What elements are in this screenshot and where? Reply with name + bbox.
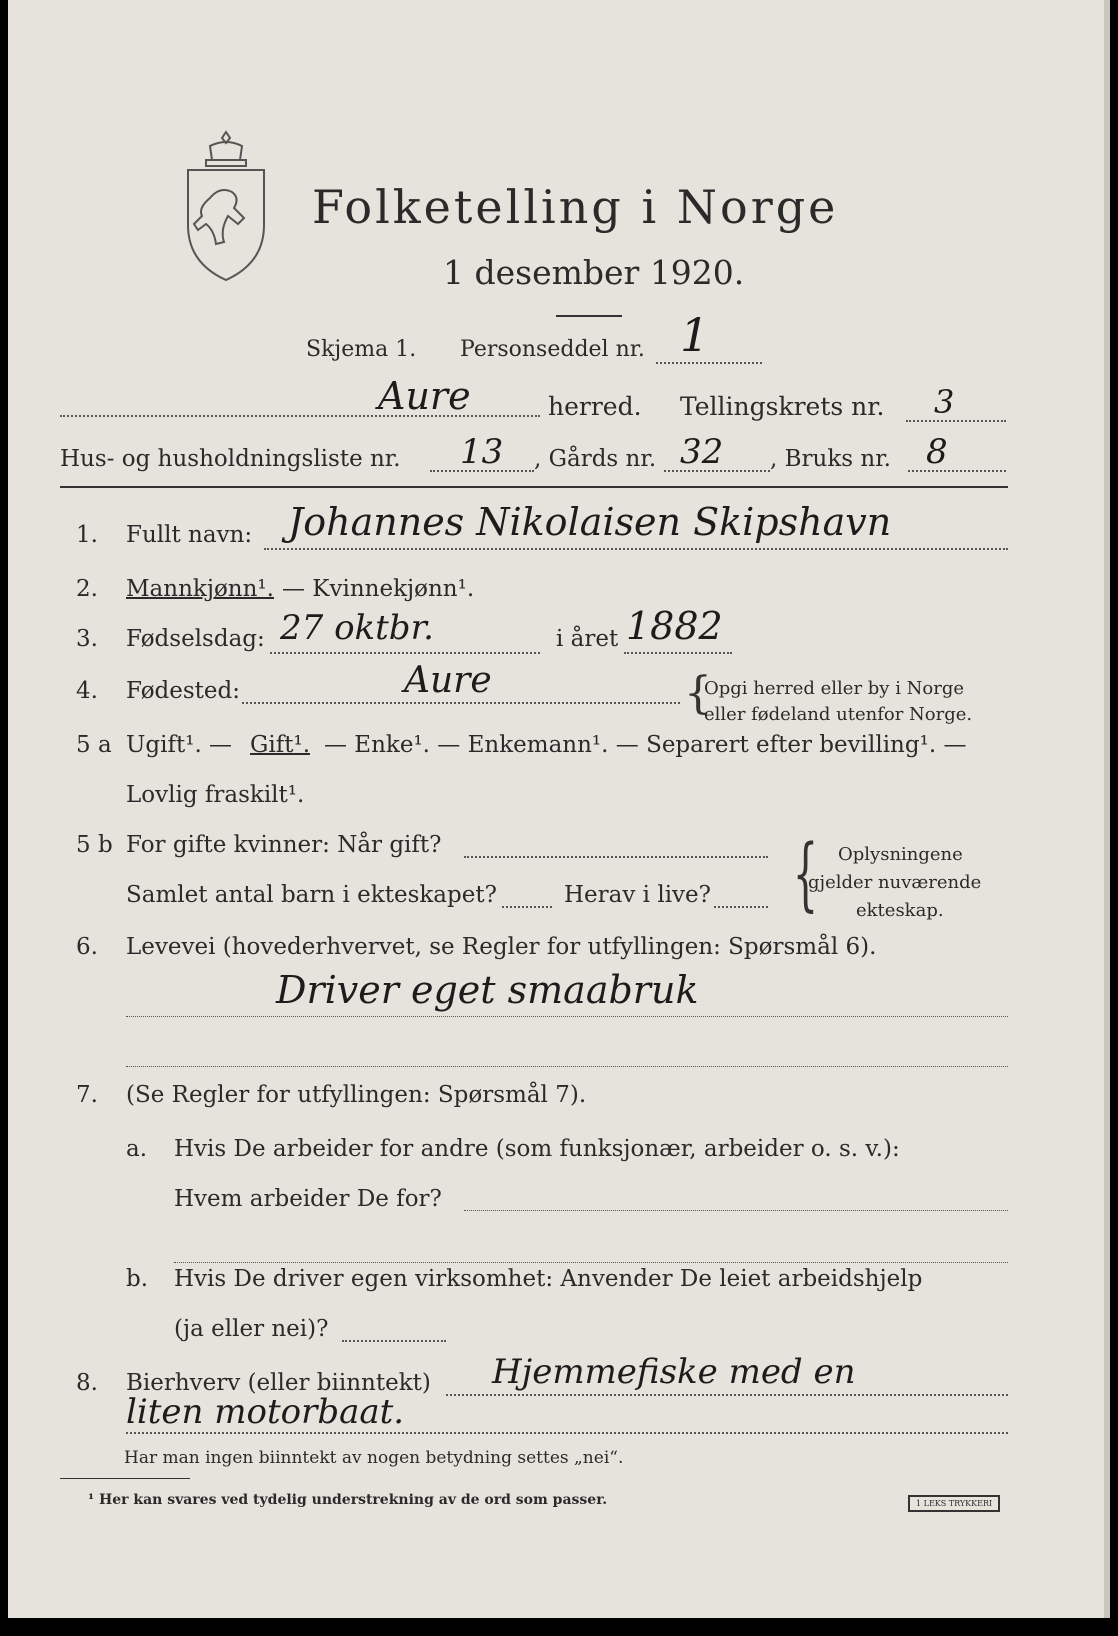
bruks-label: , Bruks nr. — [770, 446, 891, 472]
q3-birthday: 27 oktbr. — [280, 608, 434, 648]
q4-note-line2: eller fødeland utenfor Norge. — [704, 704, 973, 725]
q5a-ugift: Ugift¹. — — [126, 732, 233, 758]
q3-number: 3. — [76, 626, 98, 652]
coat-of-arms-icon — [180, 128, 272, 283]
q7a-question: Hvem arbeider De for? — [174, 1186, 442, 1212]
census-date: 1 desember 1920. — [443, 253, 745, 292]
q5b-number: 5 b — [76, 832, 113, 858]
q1-line — [264, 548, 1008, 550]
q7-number: 7. — [76, 1082, 98, 1108]
herred-label: herred. — [548, 392, 642, 421]
gards-label: , Gårds nr. — [534, 446, 657, 472]
q5b-note-line2: gjelder nuværende — [808, 872, 982, 893]
tellingskrets-label: Tellingskrets nr. — [680, 392, 885, 421]
q2-female-option: — Kvinnekjønn¹. — [282, 576, 475, 602]
q5b-children-line — [502, 906, 552, 908]
q8-line1 — [446, 1394, 1008, 1396]
q7b-letter: b. — [126, 1266, 149, 1292]
q1-full-name: Johannes Nikolaisen Skipshavn — [288, 500, 892, 544]
q5b-living-line — [714, 906, 768, 908]
bruks-value: 8 — [926, 432, 948, 472]
husliste-value: 13 — [460, 432, 504, 472]
q8-side-income-line2: liten motorbaat. — [126, 1392, 405, 1432]
q5b-note-brace: { — [792, 827, 819, 920]
q2-number: 2. — [76, 576, 98, 602]
bruks-line — [908, 470, 1006, 472]
q5b-label: For gifte kvinner: Når gift? — [126, 832, 442, 858]
q4-birthplace: Aure — [404, 660, 492, 701]
q4-note-line1: Opgi herred eller by i Norge — [704, 678, 965, 699]
q5b-note-line3: ekteskap. — [856, 900, 944, 921]
q3-year-label: i året — [556, 626, 619, 652]
footnote-divider — [60, 1478, 190, 1479]
q8-line2 — [126, 1432, 1008, 1434]
q4-number: 4. — [76, 678, 98, 704]
q4-line — [242, 702, 680, 704]
q6-line2 — [126, 1066, 1008, 1067]
personseddel-line — [656, 362, 762, 364]
footnote: ¹ Her kan svares ved tydelig understrekning av de ord som passer. — [88, 1492, 608, 1508]
q7a-line2 — [174, 1262, 1008, 1263]
header-divider — [60, 486, 1008, 488]
no-income-note: Har man ingen biinntekt av nogen betydning settes „nei“. — [124, 1448, 624, 1468]
q5a-other-options: — Enke¹. — Enkemann¹. — Separert efter bevilling¹. — — [324, 732, 967, 758]
q5b-note-line1: Oplysningene — [838, 844, 963, 865]
q5b-living-label: Herav i live? — [564, 882, 711, 908]
q5a-line2: Lovlig fraskilt¹. — [126, 782, 305, 808]
personseddel-value: 1 — [680, 308, 710, 362]
personseddel-label: Personseddel nr. — [460, 337, 645, 362]
q1-number: 1. — [76, 522, 98, 548]
q5a-gift-option: Gift¹. — [250, 732, 311, 758]
census-form-page — [8, 0, 1110, 1618]
q3-line — [270, 652, 540, 654]
q3-label: Fødselsdag: — [126, 626, 265, 652]
form-title: Folketelling i Norge — [312, 180, 839, 234]
q7a-letter: a. — [126, 1136, 148, 1162]
tellingskrets-line — [906, 420, 1006, 422]
herred-value: Aure — [378, 374, 471, 418]
q1-label: Fullt navn: — [126, 522, 253, 548]
q8-number: 8. — [76, 1370, 98, 1396]
gards-value: 32 — [680, 432, 724, 472]
q7a-line1 — [464, 1210, 1008, 1211]
q7b-question: (ja eller nei)? — [174, 1316, 329, 1342]
q7b-text: Hvis De driver egen virksomhet: Anvender De leiet arbeidshjelp — [174, 1266, 923, 1292]
q7a-text: Hvis De arbeider for andre (som funksjonær, arbeider o. s. v.): — [174, 1136, 900, 1162]
tellingskrets-value: 3 — [934, 383, 955, 421]
q2-male-option: Mannkjønn¹. — [126, 576, 274, 602]
title-divider — [556, 315, 622, 317]
q8-label: Bierhverv (eller biinntekt) — [126, 1370, 431, 1396]
q5b-married-line — [464, 856, 768, 858]
q3-year-line — [624, 652, 732, 654]
printer-stamp: 1 LEKS TRYKKERI — [908, 1495, 1000, 1512]
q6-label: Levevei (hovederhvervet, se Regler for utfyllingen: Spørsmål 6). — [126, 934, 877, 960]
q4-label: Fødested: — [126, 678, 241, 704]
q4-note-brace: { — [684, 668, 712, 719]
husliste-label: Hus- og husholdningsliste nr. — [60, 446, 401, 472]
q5b-children-label: Samlet antal barn i ekteskapet? — [126, 882, 497, 908]
q6-line1 — [126, 1016, 1008, 1017]
q5a-number: 5 a — [76, 732, 112, 758]
q8-side-income-line1: Hjemmefiske med en — [492, 1352, 856, 1392]
q3-birth-year: 1882 — [626, 604, 723, 648]
schema-label: Skjema 1. — [306, 337, 417, 362]
q6-occupation: Driver eget smaabruk — [276, 968, 699, 1012]
q7-label: (Se Regler for utfyllingen: Spørsmål 7). — [126, 1082, 587, 1108]
q7b-line — [342, 1340, 446, 1342]
q6-number: 6. — [76, 934, 98, 960]
